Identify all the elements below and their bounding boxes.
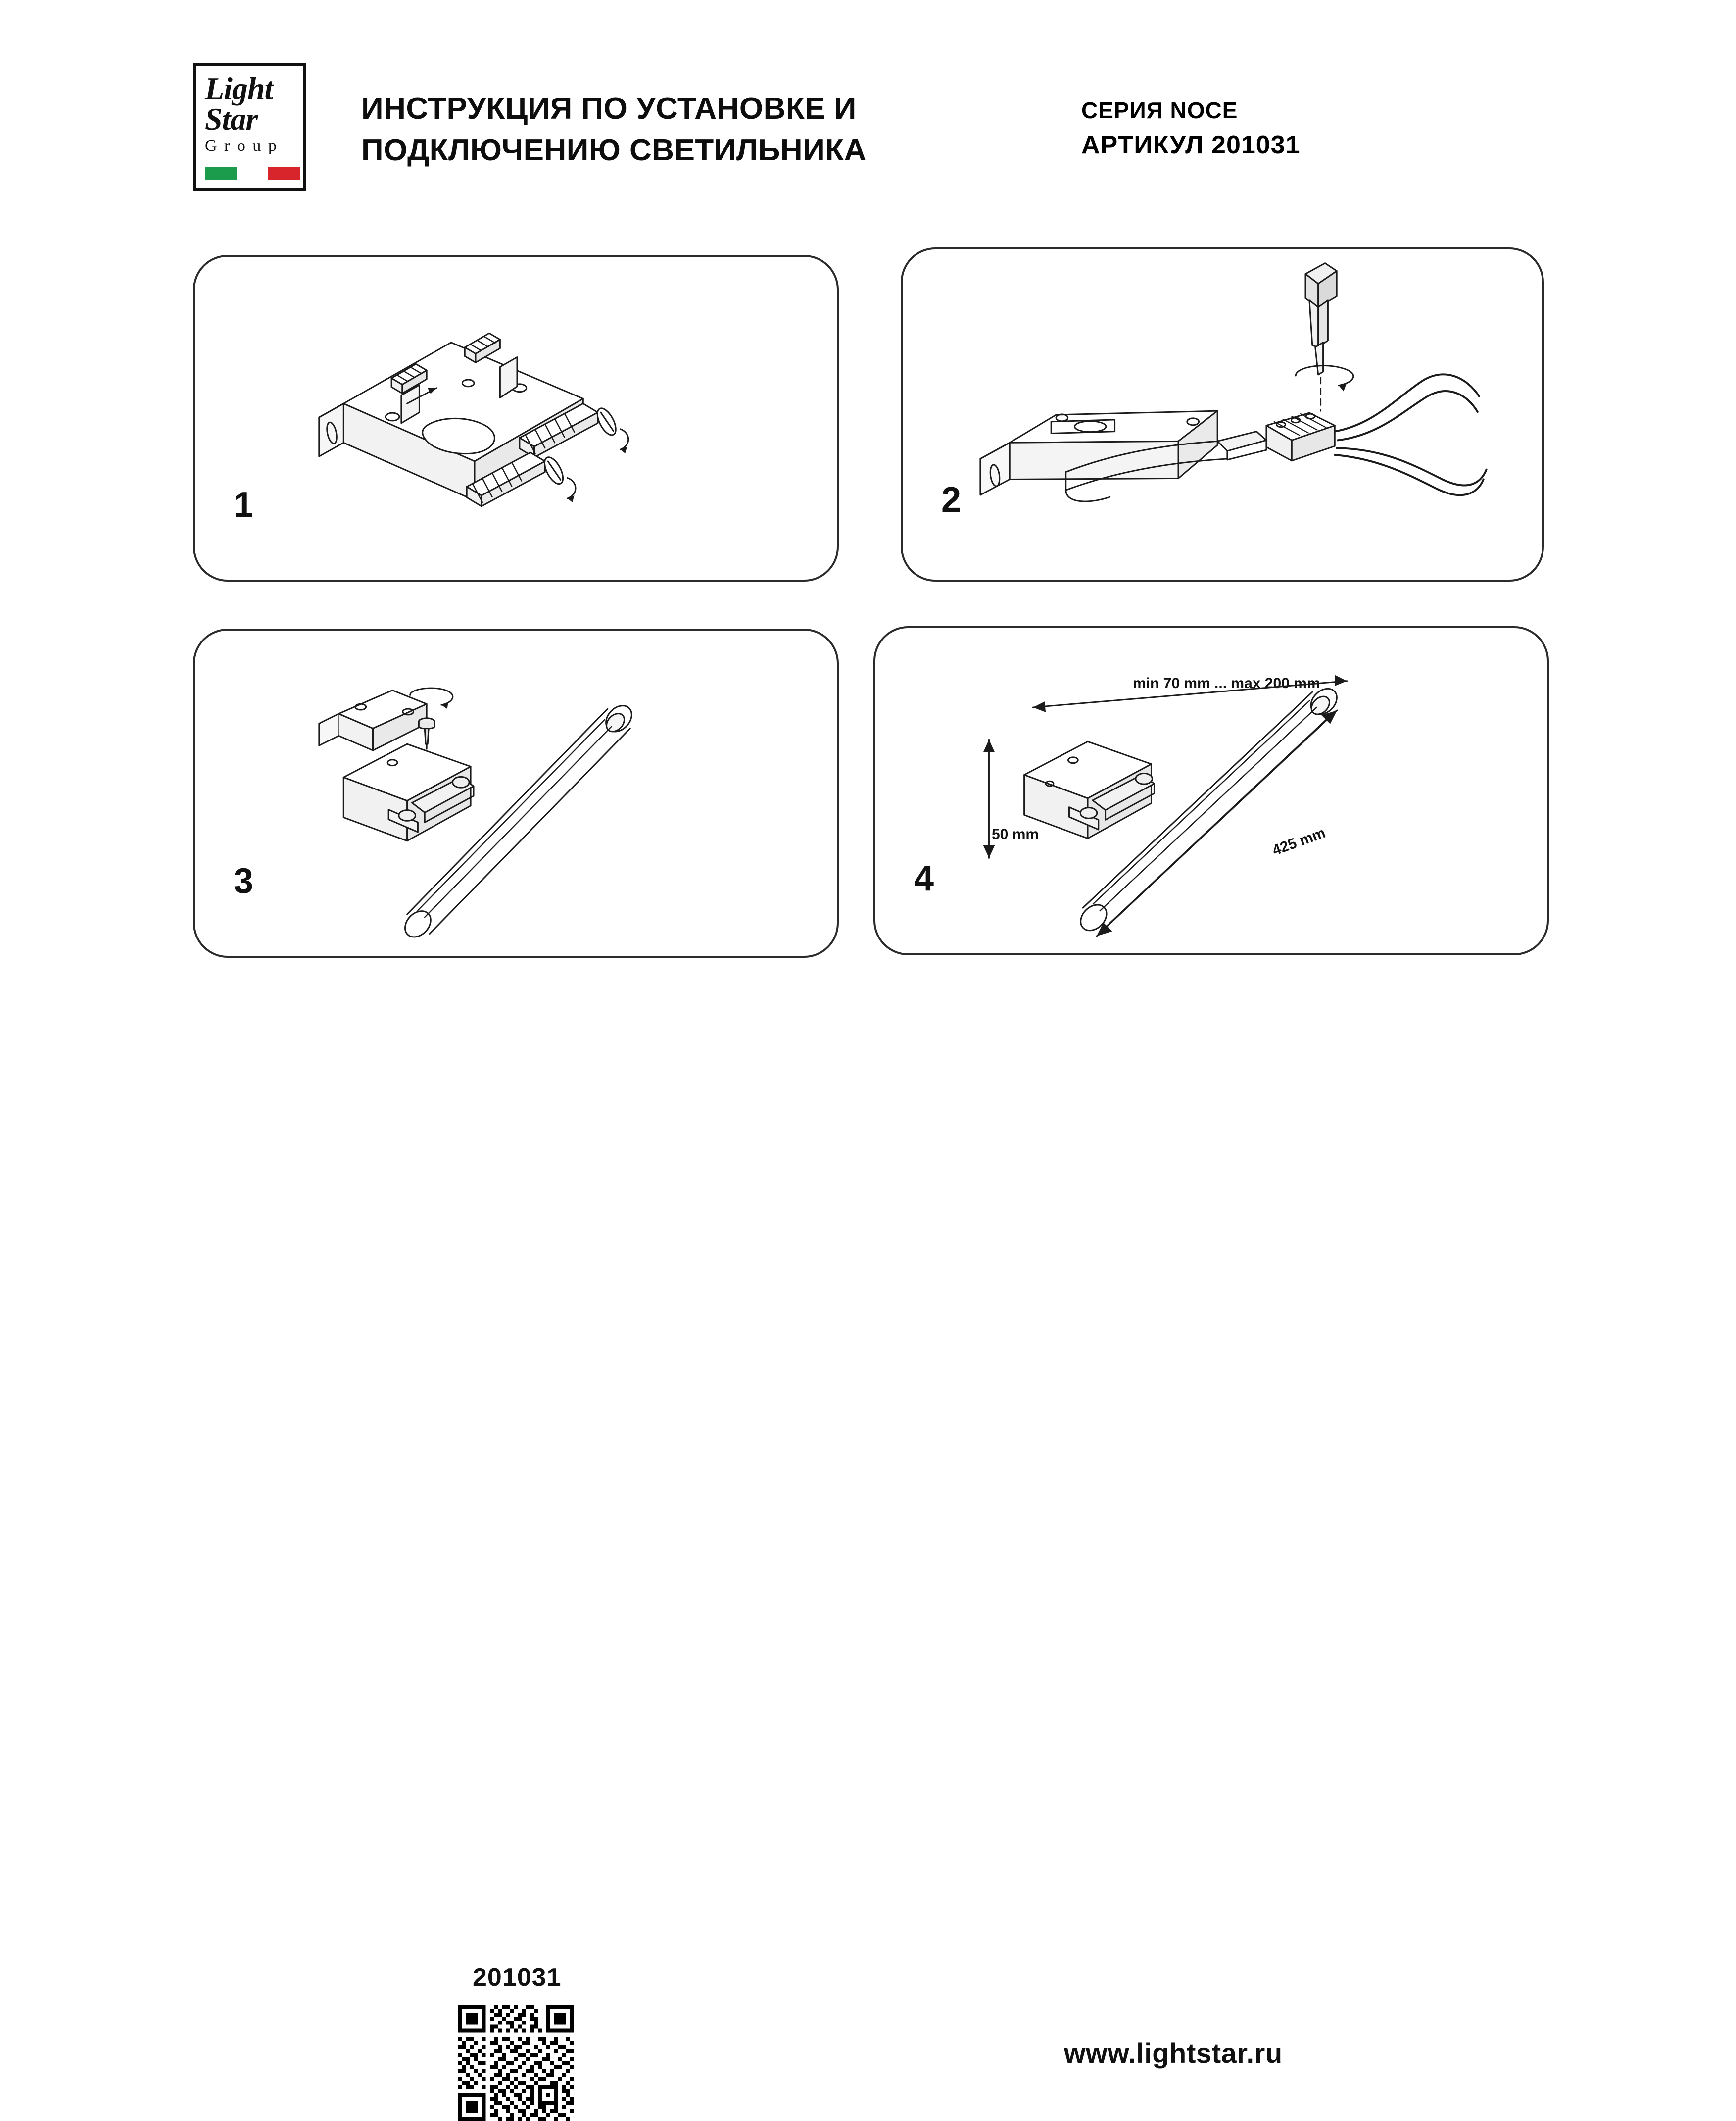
logo-text-group: G r o u p bbox=[205, 137, 278, 155]
step-number-2: 2 bbox=[941, 480, 962, 520]
footer bbox=[0, 970, 1736, 2069]
step-panel-2 bbox=[901, 247, 1544, 582]
step-number-3: 3 bbox=[234, 861, 254, 901]
brand-logo bbox=[193, 63, 306, 191]
italian-flag-icon bbox=[205, 167, 300, 180]
step-number-4: 4 bbox=[914, 859, 934, 898]
page-title bbox=[361, 88, 1054, 171]
dimension-label-height: 50 mm bbox=[992, 826, 1039, 842]
product-code: 201031 bbox=[473, 1963, 562, 1992]
step-panel-1 bbox=[193, 255, 839, 582]
dimension-label-length: 425 mm bbox=[1270, 824, 1328, 859]
product-meta bbox=[1081, 94, 1626, 163]
header bbox=[0, 0, 1736, 233]
logo-text-star: Star bbox=[205, 101, 258, 137]
logo-text-light: Light bbox=[205, 71, 273, 106]
series-label: СЕРИЯ NOCE bbox=[1081, 98, 1238, 123]
step-panel-4 bbox=[873, 626, 1549, 955]
step-4-illustration bbox=[875, 628, 1547, 953]
article-label: АРТИКУЛ 201031 bbox=[1081, 131, 1301, 159]
step-number-1: 1 bbox=[234, 485, 254, 525]
step-3-illustration bbox=[195, 631, 837, 956]
page-title-line-2: ПОДКЛЮЧЕНИЮ СВЕТИЛЬНИКА bbox=[361, 133, 867, 167]
step-2-illustration bbox=[903, 249, 1542, 580]
qr-code-201031 bbox=[458, 2005, 574, 2121]
website-url[interactable]: www.lightstar.ru bbox=[1064, 2037, 1283, 2069]
step-1-illustration bbox=[195, 257, 837, 580]
step-panel-3 bbox=[193, 629, 839, 958]
dimension-label-reach: min 70 mm ... max 200 mm bbox=[1133, 675, 1320, 691]
page-title-line-1: ИНСТРУКЦИЯ ПО УСТАНОВКЕ И bbox=[361, 92, 857, 126]
